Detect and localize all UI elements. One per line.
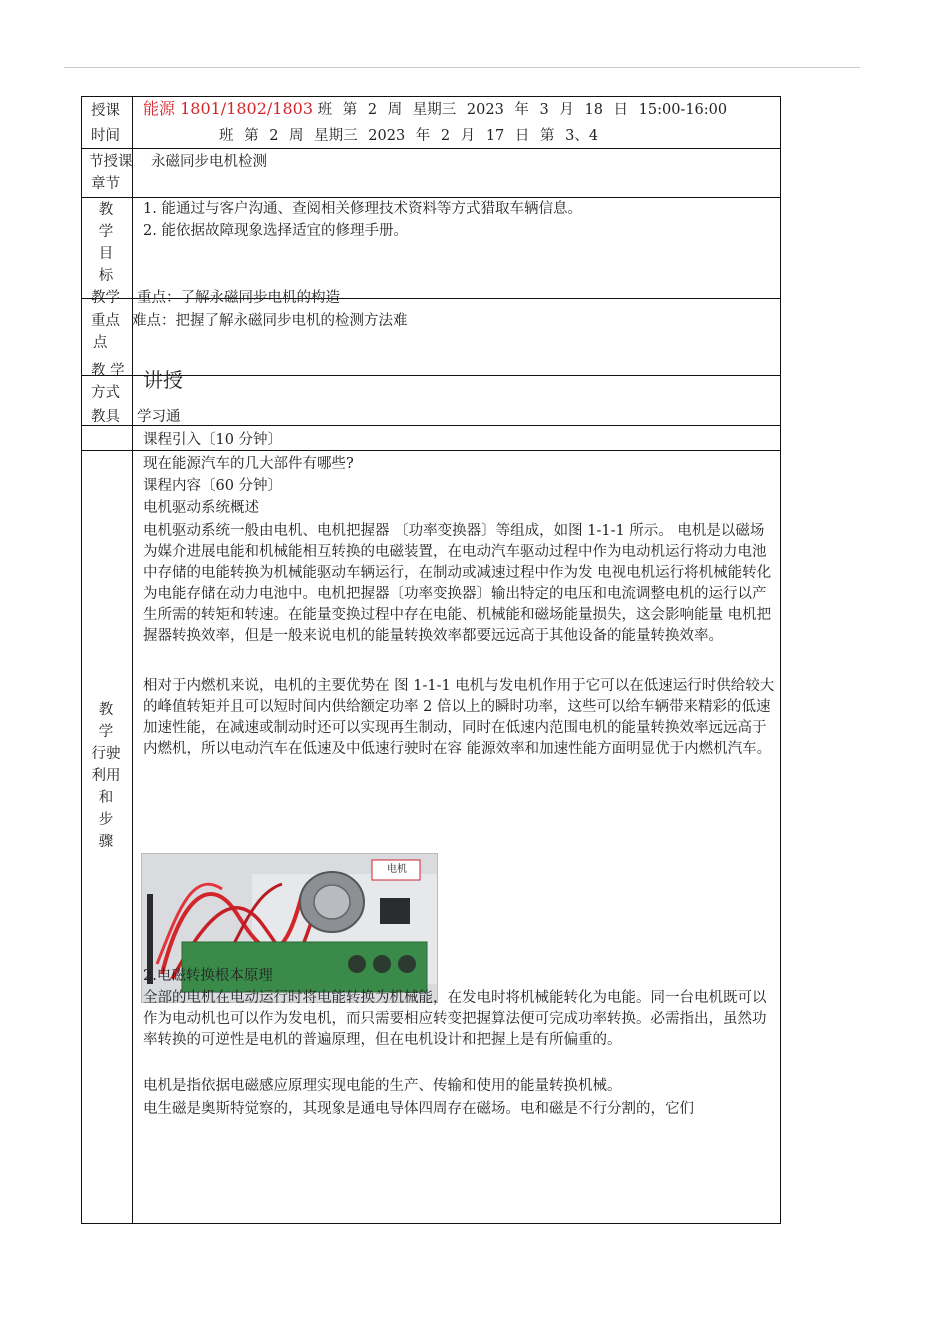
process-question: 现在能源汽车的几大部件有哪些?: [143, 456, 354, 472]
method-value: 讲授: [143, 368, 183, 392]
chapter-value: 永磁同步电机检测: [151, 154, 267, 170]
row-divider-5: [81, 425, 781, 426]
class-name: 能源 1801/1802/1803: [143, 99, 314, 118]
objectives-label-2: 学: [98, 224, 114, 240]
paragraph-text: 电机驱动系统一般由电机、电机把握器 〔功率变换器〕等组成，如图 1-1-1 所示。 电机是以磁场为媒介进展电能和机械能相互转换的电磁装置，在电动汽车驱动过程中作为电动机运行将动力电池中存储的电能转换为机械能驱动车辆运行，在制动或减速过程中作为发 电视电机运行将机械能转化为电能存储在动力电池中。电机把握器〔功率变换器〕输出特定的电压和电流调整电机的运行以产生所需的转矩和转速。在能量变换过程中存在电能、机械能和磁场能量损失，这会影响能量 电机把握器转换效率，但是一般来说电机的能量转换效率都要远远高于其他设备的能量转换效率。: [143, 523, 772, 644]
row-divider-1: [81, 148, 781, 149]
process-paragraph-advantages: [143, 676, 775, 760]
keypoints-label-3: 点: [93, 335, 108, 351]
page-top-rule: [64, 67, 860, 68]
chapter-label-2: 章节: [91, 176, 120, 192]
motor-photo-label: 电机: [387, 864, 407, 875]
table-border-bottom: [81, 1223, 781, 1224]
process-paragraph-overview: [143, 521, 775, 647]
process-section-title: 电机驱动系统概述: [143, 500, 259, 516]
row-divider-2: [81, 197, 781, 198]
process-label-2: 学: [98, 724, 114, 740]
process-content-title: 课程内容〔60 分钟〕: [143, 478, 283, 494]
keypoints-label-2: 重点: [91, 313, 120, 329]
label-column-divider: [132, 96, 133, 1224]
table-border-top: [81, 96, 781, 97]
process-label-5: 和: [98, 790, 114, 806]
chapter-label-1: 节授课: [89, 154, 133, 170]
objectives-label-1: 教: [98, 202, 114, 218]
paragraph-text: 全部的电机在电动运行时将电能转换为机械能，在发电时将机械能转化为电能。同一台电机既可以作为电动机也可以作为发电机，而只需要相应转变把握算法便可完成功率转换。必需指出，虽然功率转换的可逆性是电机的普遍原理，但在电机设计和把握上是有所偏重的。: [143, 990, 767, 1048]
keypoints-label-1: 教学: [91, 290, 120, 306]
time-label-1: 授课: [91, 103, 120, 119]
principle-paragraph-3: 电生磁是奥斯特觉察的，其现象是通电导体四周存在磁场。电和磁是不行分割的，它们: [143, 1101, 694, 1117]
principle-title: 2.电磁转换根本原理: [143, 968, 273, 984]
process-label-1: 教: [98, 702, 114, 718]
principle-paragraph-2: 电机是指依据电磁感应原理实现电能的生产、传输和使用的能量转换机械。: [143, 1078, 622, 1094]
principle-paragraph-1: [143, 988, 775, 1051]
time-label-2: 时间: [91, 128, 120, 144]
difficult-point: 难点：把握了解永磁同步电机的检测方法难: [132, 313, 408, 329]
objective-item-1: 1. 能通过与客户沟通、查阅相关修理技术资料等方式猎取车辆信息。: [143, 201, 582, 217]
tools-value: 学习通: [137, 409, 181, 425]
lesson-plan-table: [81, 96, 781, 1224]
process-label-4: 利用: [91, 768, 121, 784]
time-row-1: [143, 99, 727, 120]
time-row-2: 班 第 2 周 星期三 2023 年 2 月 17 日 第 3、4: [219, 128, 599, 144]
process-label-6: 步: [98, 812, 114, 828]
time-row-1-rest: 班 第 2 周 星期三 2023 年 3 月 18 日 15:00-16:00: [317, 102, 728, 118]
process-label-3: 行驶: [91, 746, 121, 762]
key-point: 重点：了解永磁同步电机的构造: [137, 290, 340, 306]
row-divider-6: [81, 450, 781, 451]
course-intro: 课程引入〔10 分钟〕: [143, 432, 283, 448]
tools-label: 教具: [91, 409, 120, 425]
method-label-1: 教 学: [91, 363, 125, 379]
objectives-label-3: 目: [98, 246, 114, 262]
objective-item-2: 2. 能依据故障现象选择适宜的修理手册。: [143, 223, 408, 239]
row-divider-4: [81, 375, 781, 376]
table-border-right: [780, 96, 781, 1224]
objectives-label-4: 标: [98, 268, 114, 284]
method-label-2: 方式: [91, 385, 120, 401]
paragraph-text: 相对于内燃机来说，电机的主要优势在 图 1-1-1 电机与发电机作用于它可以在低速运行时供给较大的峰值转矩并且可以短时间内供给额定功率 2 倍以上的瞬时功率，这些可以给车辆带来精彩的低速加速性能，在减速或制动时还可以实现再生制动，同时在低速内范围电机的能量转换效率远远高于内燃机，所以电动汽车在低速及中低速行驶时在容 能源效率和加速性能方面明显优于内燃机汽车。: [143, 678, 775, 757]
process-label-7: 骤: [98, 834, 114, 850]
